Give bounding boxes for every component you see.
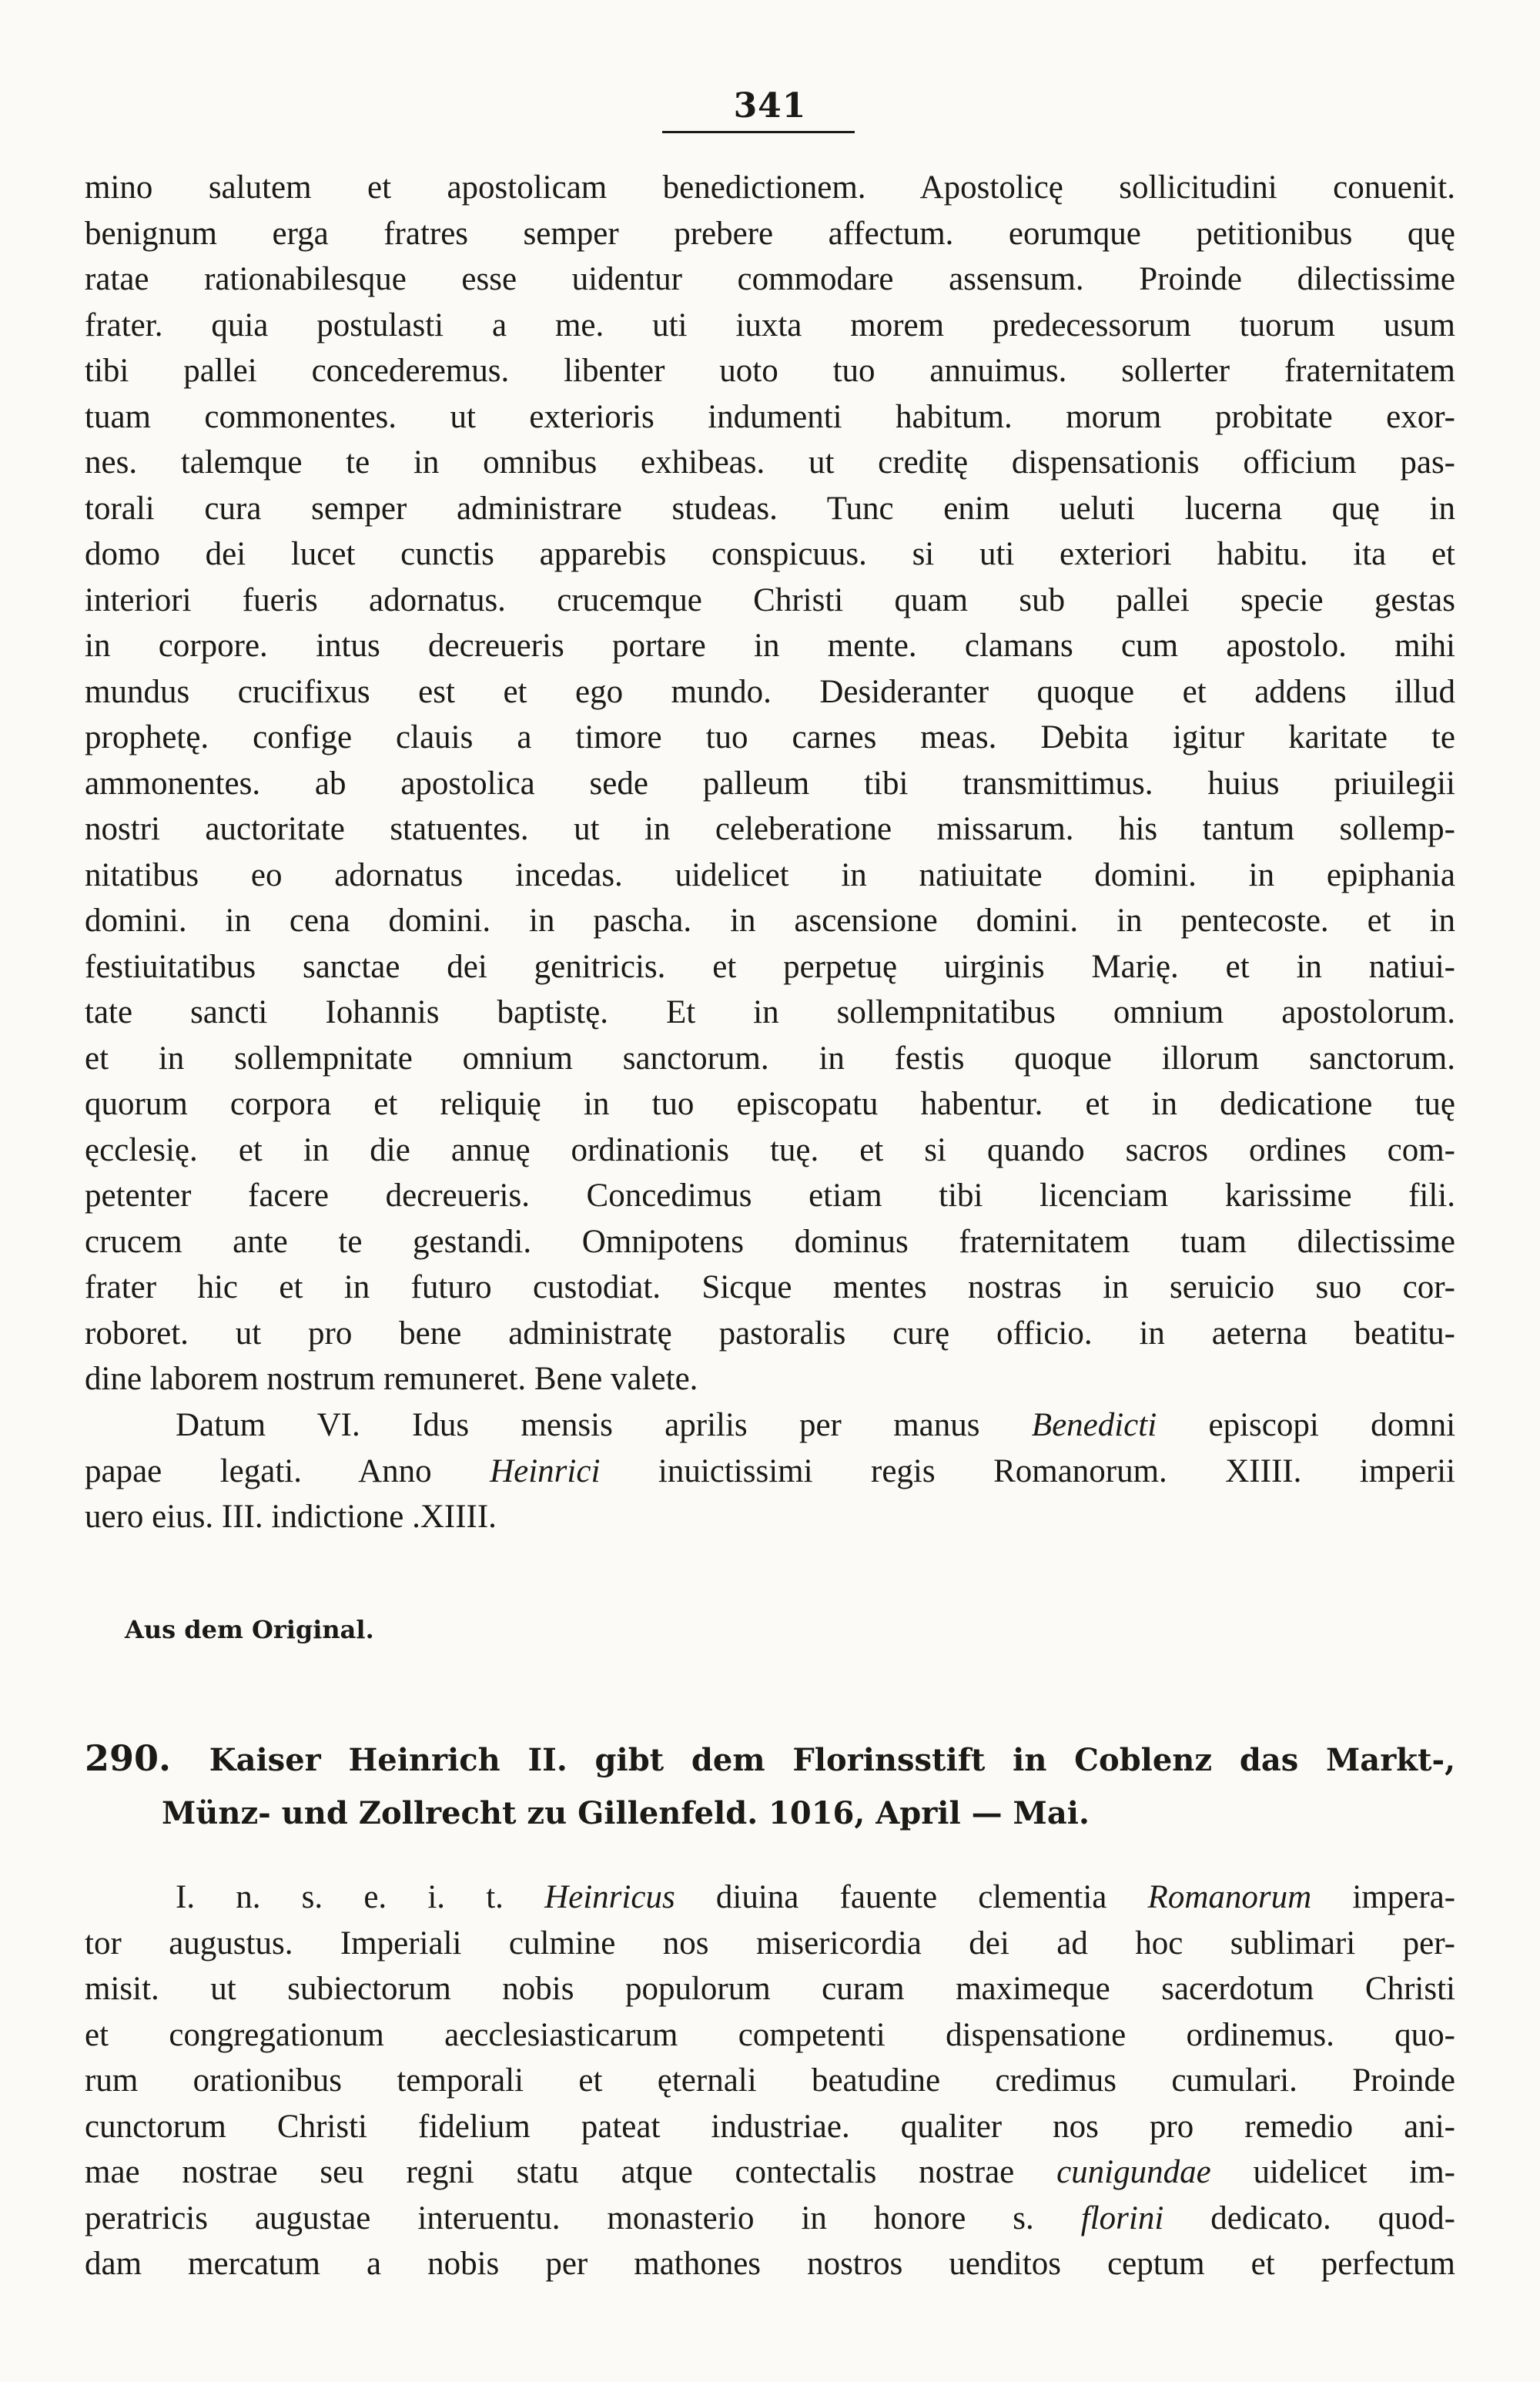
text-line: benignum erga fratres semper prebere affectum. eorumque petitionibus quę — [85, 215, 1455, 252]
text-line: prophetę. confige clauis a timore tuo carnes meas. Debita igitur karitate te — [85, 719, 1455, 755]
dating-line: papae legati. Anno Heinrici inuictissimi regis Romanorum. XIIII. imperii — [85, 1452, 1455, 1489]
text-line: nostri auctoritate statuentes. ut in celeberatione missarum. his tantum sollemp- — [85, 811, 1455, 847]
text-line: domini. in cena domini. in pascha. in ascensione domini. in pentecoste. et in — [85, 903, 1455, 939]
dating-line: Datum VI. Idus mensis aprilis per manus Benedicti episcopi domni — [176, 1407, 1456, 1443]
text-line: dam mercatum a nobis per mathones nostros uenditos ceptum et perfectum — [85, 2246, 1455, 2282]
heading-line-1: Kaiser Heinrich II. gibt dem Florinsstift in Coblenz das Markt-, — [209, 1742, 1455, 1778]
charter-lines — [85, 1921, 1455, 2150]
text-line: mino salutem et apostolicam benedictionem. Apostolicę sollicitudini conuenit. — [85, 169, 1455, 206]
text-line: et congregationum aecclesiasticarum competenti dispensatione ordinemus. quo- — [85, 2016, 1455, 2053]
text-line: frater hic et in futuro custodiat. Sicque mentes nostras in seruicio suo cor- — [85, 1269, 1455, 1305]
text-line: misit. ut subiectorum nobis populorum curam maximeque sacerdotum Christi — [85, 1971, 1455, 2007]
text-line: frater. quia postulasti a me. uti iuxta morem predecessorum tuorum usum — [85, 307, 1455, 343]
text-line: crucem ante te gestandi. Omnipotens dominus fraternitatem tuam dilectissime — [85, 1223, 1455, 1260]
text-line: I. n. s. e. i. t. Heinricus diuina fauente clementia Romanorum impera- — [176, 1879, 1456, 1915]
text-line: et in sollempnitate omnium sanctorum. in festis quoque illorum sanctorum. — [85, 1040, 1455, 1077]
heading-line-2: Münz- und Zollrecht zu Gillenfeld. 1016, April — Mai. — [162, 1795, 1090, 1831]
text-line: dine laborem nostrum remuneret. Bene valete. — [85, 1361, 698, 1397]
text-line: mundus crucifixus est et ego mundo. Desideranter quoque et addens illud — [85, 673, 1455, 710]
name-cunigundae: cunigundae — [1056, 2154, 1211, 2190]
text-line: ratae rationabilesque esse uidentur commodare assensum. Proinde dilectissime — [85, 261, 1455, 297]
text-line: ęcclesię. et in die annuę ordinationis tuę. et si quando sacros ordines com- — [85, 1131, 1455, 1168]
text-line: tuam commonentes. ut exterioris indumenti habitum. morum probitate exor- — [85, 398, 1455, 435]
text-line: quorum corpora et reliquię in tuo episcopatu habentur. et in dedicatione tuę — [85, 1086, 1455, 1122]
text-line: ammonentes. ab apostolica sede palleum tibi transmittimus. huius priuilegii — [85, 765, 1455, 802]
text-line: roboret. ut pro bene administratę pastoralis curę officio. in aeterna beatitu- — [85, 1315, 1455, 1352]
name-heinricus: Heinricus — [544, 1879, 675, 1915]
text-line: petenter facere decreueris. Concedimus etiam tibi licenciam karissime fili. — [85, 1178, 1455, 1214]
name-heinrici: Heinrici — [490, 1452, 601, 1489]
text-line: domo dei lucet cunctis apparebis conspicuus. si uti exteriori habitu. ita et — [85, 536, 1455, 572]
source-note: Aus dem Original. — [125, 1615, 374, 1644]
text-line: tor augustus. Imperiali culmine nos misericordia dei ad hoc sublimari per- — [85, 1925, 1455, 1962]
text-line: in corpore. intus decreueris portare in mente. clamans cum apostolo. mihi — [85, 628, 1455, 664]
name-benedicti: Benedicti — [1031, 1407, 1157, 1443]
letter-text — [85, 165, 1455, 1402]
name-romanorum: Romanorum — [1147, 1879, 1312, 1915]
dating-clause — [85, 1402, 1455, 1540]
name-florini: florini — [1080, 2199, 1164, 2236]
text-line: mae nostrae seu regni statu atque contectalis nostrae cunigundae uidelicet im- — [85, 2154, 1456, 2190]
text-line: tibi pallei concederemus. libenter uoto tuo annuimus. sollerter fraternitatem — [85, 353, 1455, 389]
text-line: torali cura semper administrare studeas. Tunc enim ueluti lucerna quę in — [85, 490, 1455, 527]
document-number: 290. — [85, 1737, 172, 1779]
document-heading — [85, 1733, 1455, 1784]
text-line: peratricis augustae interuentu. monasterio in honore s. florini dedicato. quod- — [85, 2199, 1455, 2236]
page-number-rule — [662, 131, 855, 133]
page-number: 341 — [733, 86, 807, 126]
dating-line: uero eius. III. indictione .XIIII. — [85, 1499, 497, 1535]
text-line: tate sancti Iohannis baptistę. Et in sollempnitatibus omnium apostolorum. — [85, 994, 1455, 1030]
text-line: interiori fueris adornatus. crucemque Christi quam sub pallei specie gestas — [85, 581, 1455, 618]
text-line: rum orationibus temporali et ęternali beatudine credimus cumulari. Proinde — [85, 2062, 1455, 2099]
text-line: festiuitatibus sanctae dei genitricis. et perpetuę uirginis Marię. et in natiui- — [85, 948, 1455, 985]
text-line: cunctorum Christi fidelium pateat industriae. qualiter nos pro remedio ani- — [85, 2108, 1455, 2145]
text-line: nes. talemque te in omnibus exhibeas. ut creditę dispensationis officium pas- — [85, 444, 1455, 481]
charter-text — [85, 1874, 1455, 2287]
text-line: nitatibus eo adornatus incedas. uidelicet in natiuitate domini. in epiphania — [85, 856, 1455, 893]
